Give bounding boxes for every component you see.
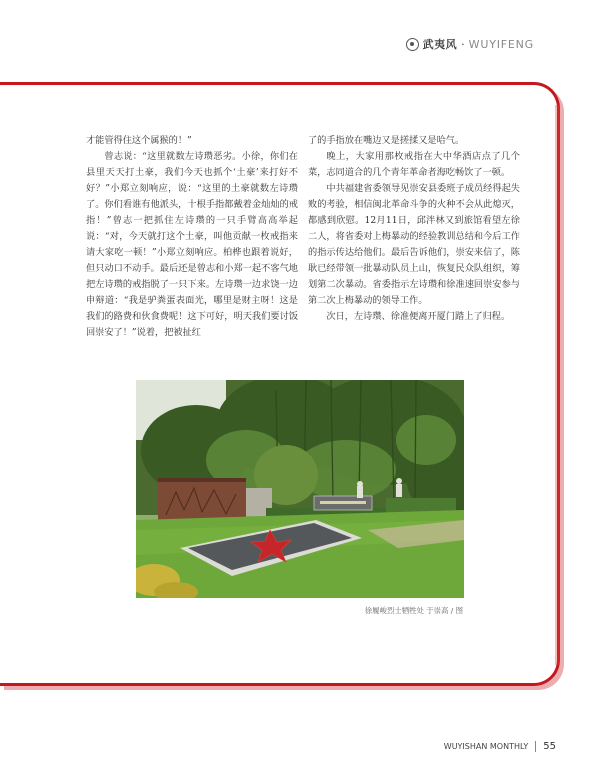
paragraph: 晚上，大家用那枚戒指在大中华酒店点了几个菜，志同道合的几个青年革命者海吃畅饮了一顿。 bbox=[308, 151, 520, 178]
paragraph: 曾志说：“这里就数左诗瓒恶劣。小徐，你们在县里天天打土豪，我们今天也抓个‘土豪’来打好不好？”小郑立刻响应，说：“这里的土豪就数左诗瓒了。你们看谁有他派头，十根手指都戴着金灿灿的戒指！”曾志一把抓住左诗瓒的一只手臂高高举起说：“对，今天就打这个土豪，叫他贡献一枚戒指来请大家吃一顿！”小郑立刻响应。柏桦也跟着说好，但只动口不动手。最后还是曾志和小郑一起不客气地把左诗瓒的戒指脱了一只下来。左诗瓒一边求饶一边申辩道：“我是驴粪蛋表面光，哪里是财主呀！这是我们的路费和伙食费呢！这下可好，明天我们要讨饭回崇安了！”说着，把被扯红 bbox=[86, 151, 298, 338]
masthead-separator: · bbox=[461, 37, 465, 51]
article-column-right bbox=[308, 133, 520, 325]
memorial-site-photo bbox=[136, 380, 464, 598]
paragraph: 才能管得住这个属猴的！” bbox=[86, 135, 192, 146]
page-number: 55 bbox=[543, 741, 556, 752]
page-footer bbox=[444, 741, 556, 752]
paragraph: 了的手指放在嘴边又是搓揉又是哈气。 bbox=[308, 135, 465, 146]
paragraph: 中共福建省委领导见崇安县委班子成员经得起失败的考验，相信闽北革命斗争的火种不会从此熄灭，都感到欣慰。12月11日，邱泮林又到旅馆看望左徐二人，将省委对上梅暴动的经验教训总结和今后工作的指示传达给他们。最后告诉他们，崇安来信了，陈耿已经带领一批暴动队员上山，恢复民众队组织，筹划第二次暴动。省委指示左诗瓒和徐准速回崇安参与第二次上梅暴动的领导工作。 bbox=[308, 183, 520, 306]
photo-caption: 徐履峻烈士牺牲处 于崇高 / 图 bbox=[364, 606, 463, 615]
masthead bbox=[406, 36, 534, 52]
magazine-name-en: WUYIFENG bbox=[468, 37, 534, 51]
footer-divider bbox=[535, 741, 536, 752]
memorial-site-illustration bbox=[136, 380, 464, 598]
magazine-logo-icon bbox=[406, 38, 419, 51]
magazine-name: 武夷风 bbox=[422, 38, 458, 51]
paragraph: 次日，左诗瓒、徐准便离开厦门踏上了归程。 bbox=[326, 311, 511, 322]
article-column-left bbox=[86, 133, 298, 341]
footer-magazine-name: WUYISHAN MONTHLY bbox=[443, 742, 529, 751]
